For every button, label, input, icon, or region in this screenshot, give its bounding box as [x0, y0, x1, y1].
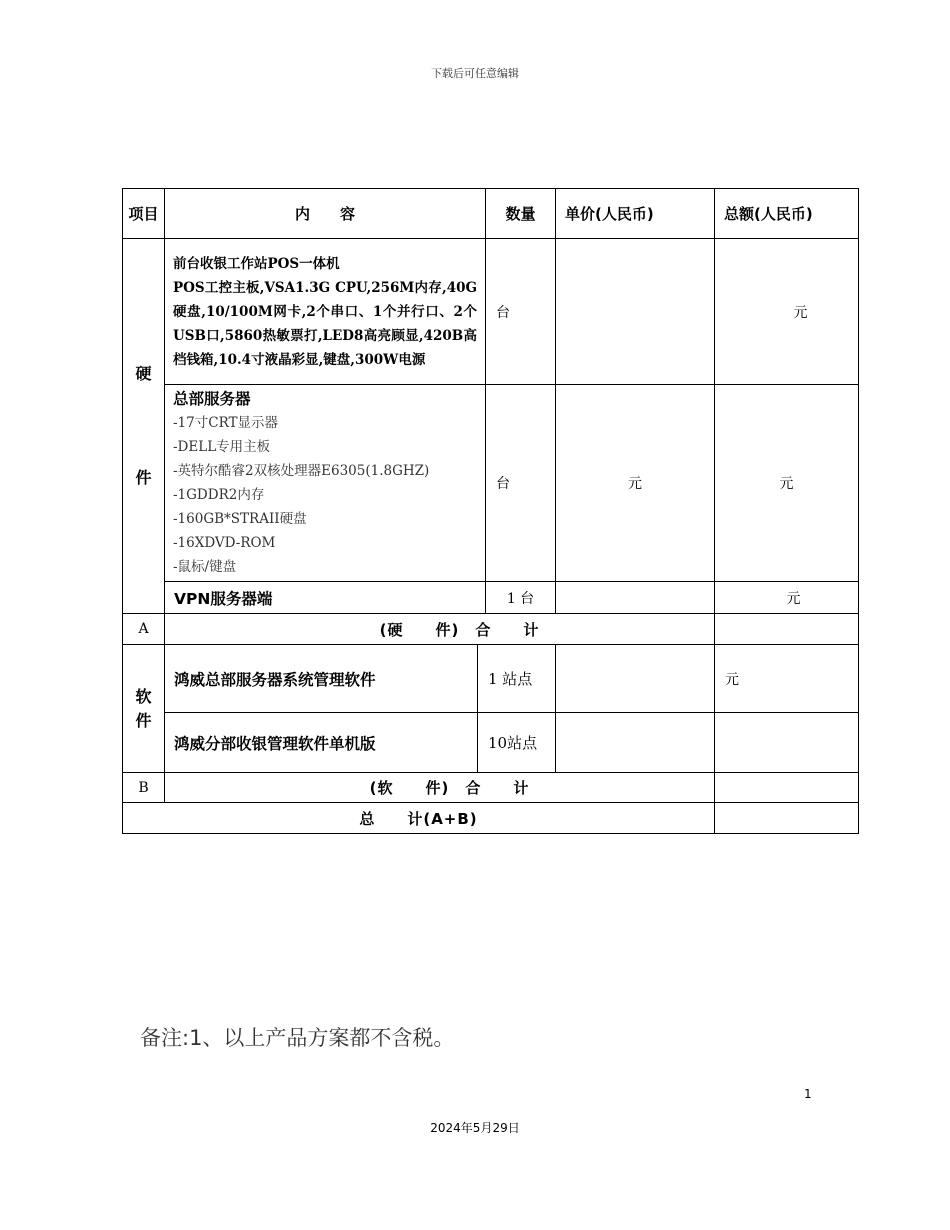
quotation-table	[122, 188, 859, 834]
pos-content	[165, 239, 486, 385]
header-quantity: 数量	[486, 189, 556, 239]
server-spec-line: -1GDDR2内存	[173, 487, 265, 503]
server-spec-line: -鼠标/键盘	[173, 559, 237, 575]
subtotal-b-label: (软 件) 合 计	[165, 773, 715, 803]
hardware-category	[123, 239, 165, 614]
pos-unit-price	[556, 239, 715, 385]
table-row	[123, 713, 859, 773]
vpn-total: 元	[715, 582, 859, 614]
pos-total: 元	[715, 239, 859, 385]
server-unit-price: 元	[556, 385, 715, 582]
software-name: 鸿威总部服务器系统管理软件	[165, 645, 478, 713]
subtotal-a-code: A	[123, 614, 165, 645]
footer-date: 2024年5月29日	[430, 1121, 520, 1135]
remark-note: 备注:1、以上产品方案都不含税。	[140, 1026, 455, 1050]
pos-spec: POS工控主板,VSA1.3G CPU,256M内存,40G硬盘,10/100M网卡,2个串口、1个并行口、2个USB口,5860热敏票打,LED8高亮顾显,420B高档钱箱,10.4寸液晶彩显,键盘,300W电源	[173, 279, 478, 368]
software-quantity: 1 站点	[478, 645, 556, 713]
server-title: 总部服务器	[173, 390, 251, 408]
server-spec-line: -DELL专用主板	[173, 439, 271, 455]
subtotal-b-code: B	[123, 773, 165, 803]
server-content	[165, 385, 486, 582]
pos-title: 前台收银工作站POS一体机	[173, 255, 340, 272]
page-number: 1	[804, 1087, 812, 1101]
server-spec-line: -160GB*STRAII硬盘	[173, 511, 307, 527]
grand-total-label: 总 计(A+B)	[123, 803, 715, 834]
grand-total-row	[123, 803, 859, 834]
server-spec-line: -16XDVD-ROM	[173, 535, 276, 551]
table-row	[123, 239, 859, 385]
subtotal-b-total	[715, 773, 859, 803]
subtotal-a-label: (硬 件) 合 计	[165, 614, 715, 645]
vpn-title: VPN服务器端	[165, 582, 486, 614]
software-category	[123, 645, 165, 773]
software-total	[715, 713, 859, 773]
subtotal-b-row	[123, 773, 859, 803]
table-row	[123, 645, 859, 713]
header-item: 项目	[123, 189, 165, 239]
subtotal-a-row	[123, 614, 859, 645]
vpn-quantity: 1 台	[486, 582, 556, 614]
pos-quantity: 台	[486, 239, 556, 385]
header-note: 下载后可任意编辑	[431, 67, 519, 80]
server-spec-line: -17寸CRT显示器	[173, 415, 279, 431]
software-unit-price	[556, 645, 715, 713]
server-total: 元	[715, 385, 859, 582]
software-category-label: 软件	[135, 686, 152, 730]
grand-total-value	[715, 803, 859, 834]
header-unit-price: 单价(人民币)	[556, 189, 715, 239]
table-row	[123, 582, 859, 614]
vpn-unit-price	[556, 582, 715, 614]
header-content: 内 容	[165, 189, 486, 239]
software-unit-price	[556, 713, 715, 773]
server-spec-line: -英特尔酷睿2双核处理器E6305(1.8GHZ)	[173, 463, 430, 479]
server-quantity: 台	[486, 385, 556, 582]
software-name: 鸿威分部收银管理软件单机版	[165, 713, 478, 773]
header-total: 总额(人民币)	[715, 189, 859, 239]
software-total: 元	[715, 645, 859, 713]
software-quantity: 10站点	[478, 713, 556, 773]
subtotal-a-total	[715, 614, 859, 645]
table-header-row	[123, 189, 859, 239]
table-row	[123, 385, 859, 582]
hardware-category-label: 硬件	[135, 364, 152, 487]
